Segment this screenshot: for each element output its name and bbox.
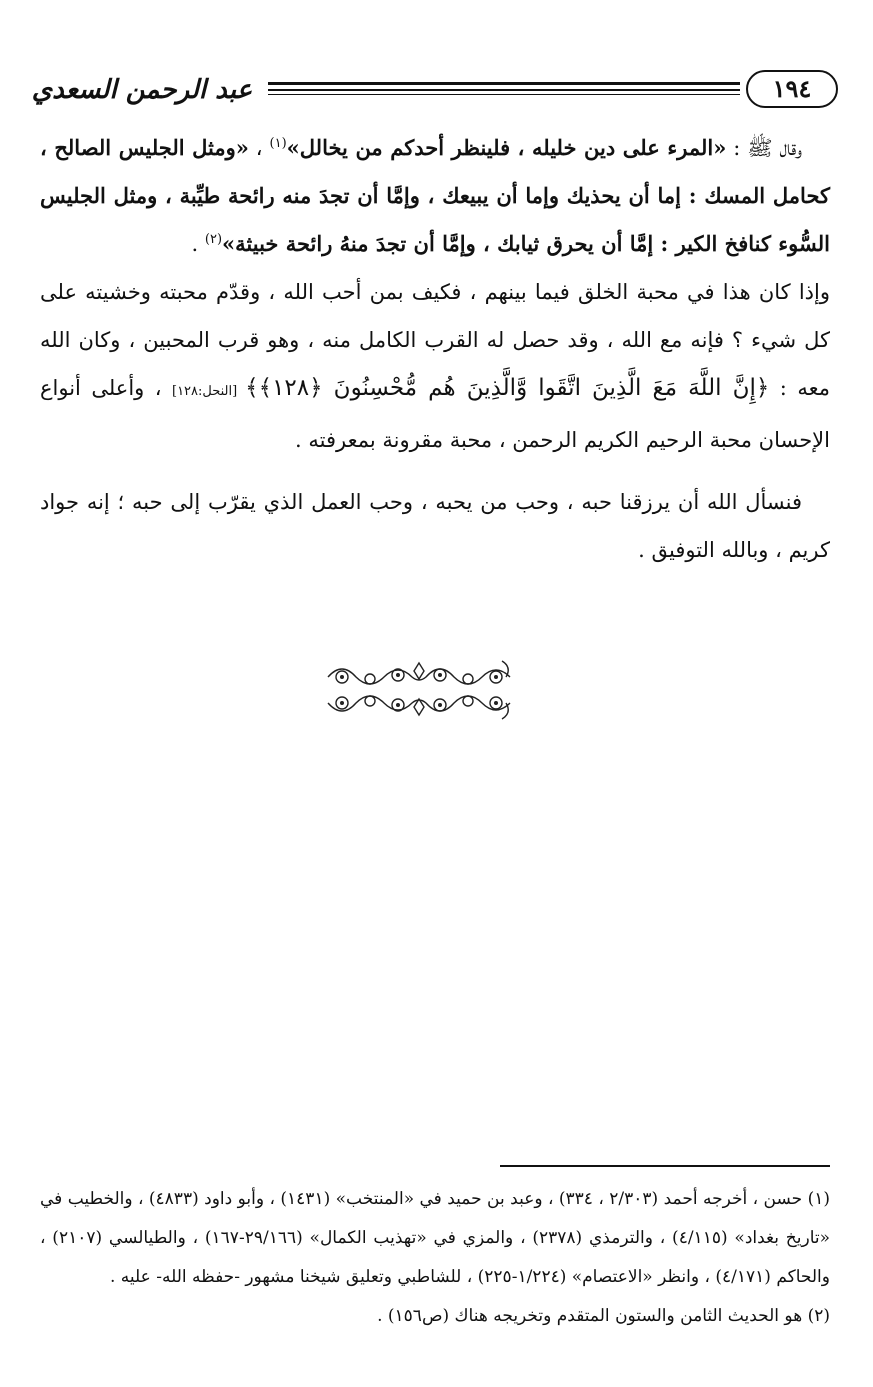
paragraph-1: [40, 124, 830, 268]
page-header: [18, 64, 838, 116]
book-title: عبد الرحمن السعدي: [31, 75, 253, 105]
hadith-quote-2: «ومثل الجليس الصالح ، كحامل المسك : إما أن يحذيك وإما أن يبيعك ، وإمَّا أن تجدَ منه رائحة طيِّبة ، ومثل الجليس السُّوء كنافخ الكير : إمَّا أن يحرق ثيابك ، وإمَّا أن تجدَ منهُ رائحة خبيثة»: [40, 135, 830, 256]
hadith-quote-1: «المرء على دين خليله ، فلينظر أحدكم من يخالل»: [286, 135, 727, 160]
footnote-ref-1: (١): [269, 136, 287, 151]
divider-ornament-icon: [322, 655, 516, 725]
footnote-2: (٢) هو الحديث الثامن والستون المتقدم وتخريجه هناك (ص١٥٦) .: [377, 1306, 830, 1326]
hadith-intro: وقال ﷺ :: [726, 136, 802, 160]
footnote-ref-2: (٢): [204, 232, 223, 247]
paragraph-3: فنسأل الله أن يرزقنا حبه ، وحب من يحبه ، وحب العمل الذي يقرّب إلى حبه ؛ إنه جواد كريم ، وبالله التوفيق .: [40, 490, 830, 562]
separator: ،: [248, 136, 270, 160]
footnote-1: (١) حسن ، أخرجه أحمد (٢/٣٠٣ ، ٣٣٤) ، وعبد بن حميد في «المنتخب» (١٤٣١) ، وأبو داود (٤٨٣٣) ، والخطيب في «تاريخ بغداد» (٤/١١٥) ، والترمذي (٢٣٧٨) ، والمزي في «تهذيب الكمال» (٢٩/١٦٦-١٦٧) ، والطيالسي (٢١٠٧) ، والحاكم (٤/١٧١) ، وانظر «الاعتصام» (١/٢٢٤-٢٢٥) ، للشاطبي وتعليق شيخنا مشهور -حفظه الله- عليه .: [40, 1189, 831, 1287]
quran-verse: ﴿إِنَّ اللَّهَ مَعَ الَّذِينَ اتَّقَوا وَّالَّذِينَ هُم مُّحْسِنُونَ ﴿١٢٨﴾﴾: [245, 375, 770, 401]
paragraph-2: [40, 268, 830, 464]
verse-reference: [النحل:١٢٨]: [171, 384, 246, 399]
main-text: [40, 124, 830, 574]
header-rule: [268, 82, 740, 96]
page-number: ١٩٤: [746, 70, 838, 108]
paragraph-end: .: [191, 232, 205, 256]
footnote-rule: [500, 1165, 830, 1167]
paragraph-2-text: وإذا كان هذا في محبة الخلق فيما بينهم ، فكيف بمن أحب الله ، وقدّم محبته وخشيته على كل شيء ؟ فإنه مع الله ، وقد حصل له القرب الكامل منه ، وهو قرب المحبين ، وكان الله معه :: [40, 280, 830, 400]
paragraph-2-end: ، وأعلى أنواع الإحسان محبة الرحيم الكريم الرحمن ، محبة مقرونة بمعرفته .: [40, 376, 830, 452]
footnotes: [40, 1180, 830, 1336]
